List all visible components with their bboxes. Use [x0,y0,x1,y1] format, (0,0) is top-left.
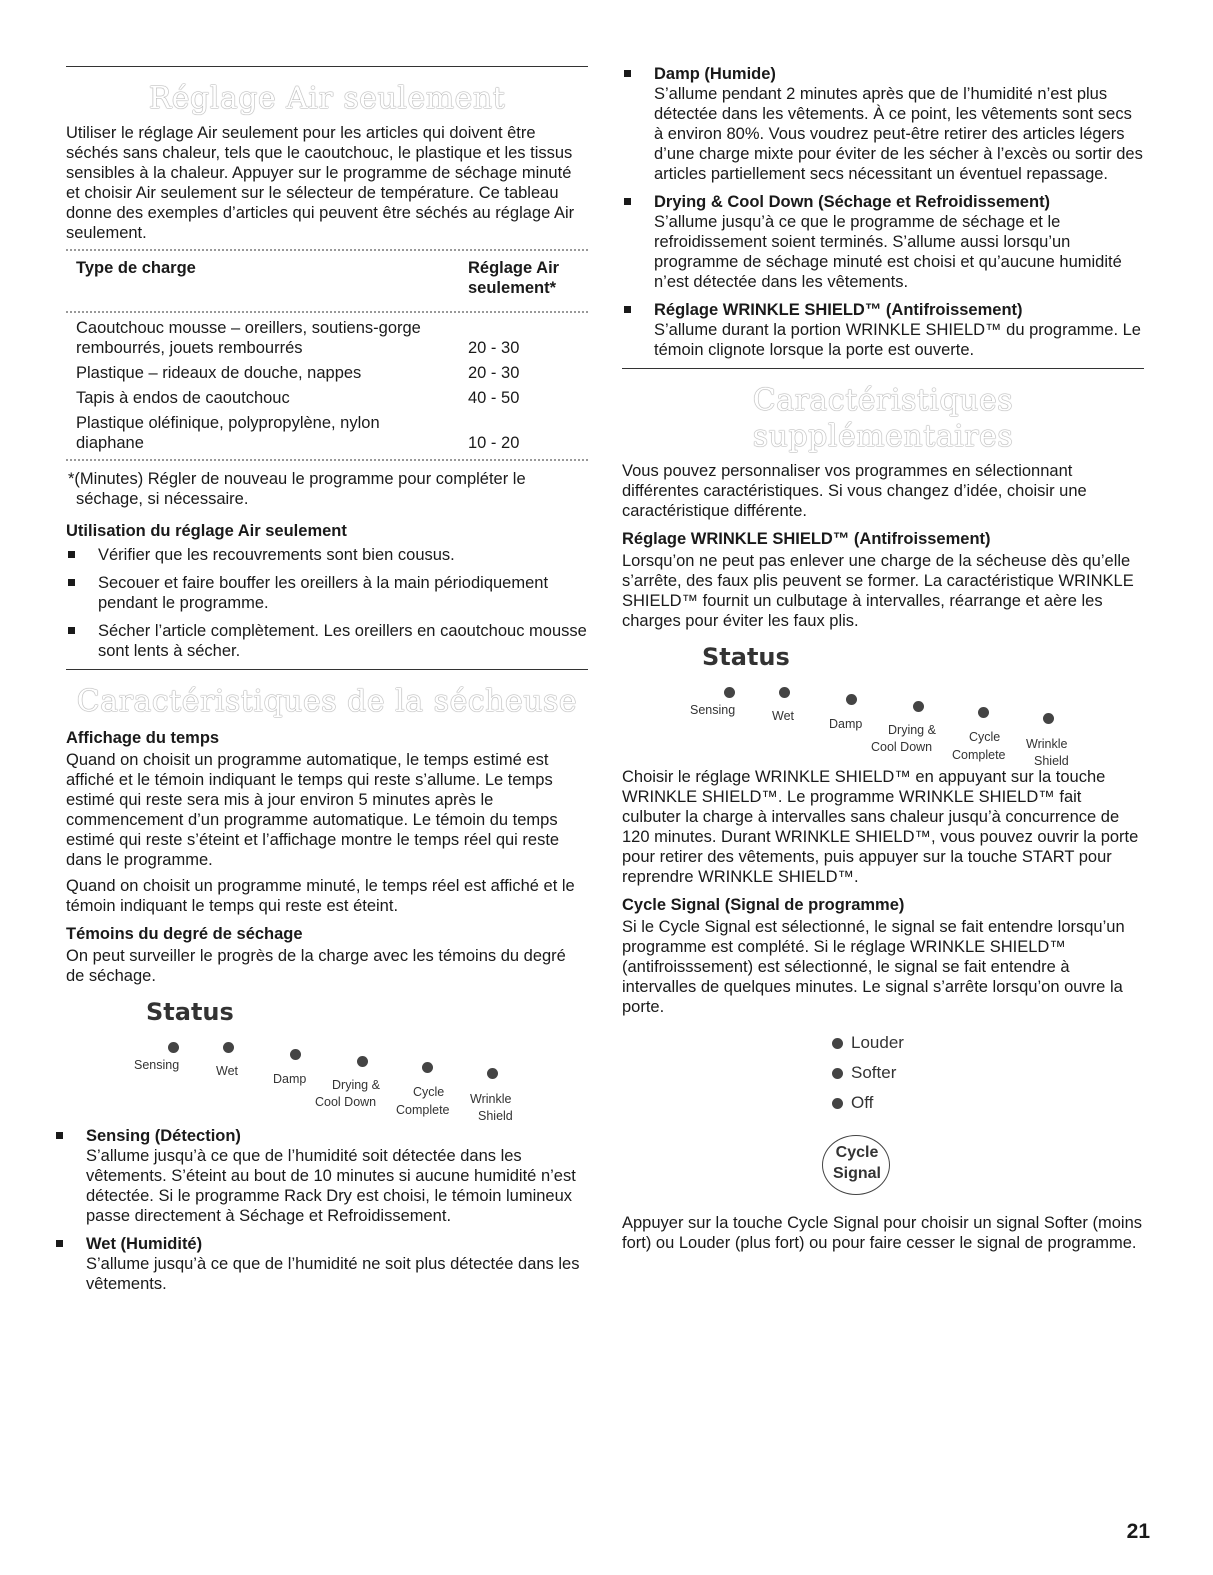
bullet-icon [68,579,75,586]
signal-option-louder: Louder [832,1033,904,1053]
dryer-features-title: Caractéristiques de la sécheuse [76,684,578,719]
table-row [66,411,588,456]
time-display-p1: Quand on choisit un programme automatique, le temps estimé est affiché et le témoin indiquant le temps qui reste s’allume. Le temps estimé qui reste sera mis à jour environ 5 minutes après le commencement d’un programme automatique. Le témoin du temps estimé qui reste s’éteint et l’affichage montre le temps réel qui reste dans le programme. [66,751,560,869]
bullet-icon [56,1132,63,1139]
bullet-icon [56,1240,63,1247]
usage-list [66,545,588,661]
stages-list-left [54,1126,588,1294]
complete-label: Complete [396,1103,450,1117]
wrinkle-label: Wrinkle [470,1092,512,1106]
drying-indicator-icon [357,1056,368,1067]
list-item: Sécher l’article complètement. Les oreillers en caoutchouc mousse sont lents à sécher. [66,621,588,661]
usage-heading: Utilisation du réglage Air seulement [66,522,347,540]
cycle-complete-indicator-icon [422,1062,433,1073]
status-panel-left [66,992,588,1122]
off-indicator-icon [832,1098,843,1109]
wrinkle-shield-p2: Choisir le réglage WRINKLE SHIELD™ en appuyant sur la touche WRINKLE SHIELD™. Le programme WRINKLE SHIELD™ fait culbuter la charge à intervalles sans chaleur jusqu’à concurrence de 120 minutes. Durant WRINKLE SHIELD™, vous pouvez ouvrir la porte pour retirer des vêtements, puis appuyer sur la touche START pour reprendre WRINKLE SHIELD™. [622,768,1139,886]
wet-indicator-icon [779,687,790,698]
left-column [66,0,588,1302]
bullet-icon [624,198,631,205]
section-rule [622,368,1144,369]
damp-indicator-icon [290,1049,301,1060]
list-item: Réglage WRINKLE SHIELD™ (Antifroissement) S’allume durant la portion WRINKLE SHIELD™ du programme. Le témoin clignote lorsque la porte est ouverte. [622,300,1144,360]
time-cell: 20 - 30 [468,339,520,357]
signal-option-softer: Softer [832,1063,896,1083]
drying-label: Drying & [888,723,936,737]
cycle-signal-p1: Si le Cycle Signal est sélectionné, le signal se fait entendre lorsqu’un programme est complété. Si le réglage WRINKLE SHIELD™ (antifroisssement) est sélectionné, le signal se fait entendre à intervalles de quelques minutes. Le signal s’arrête lorsqu’on ouvre la porte. [622,918,1125,1016]
cycle-signal-button[interactable] [822,1135,894,1197]
list-item: Secouer et faire bouffer les oreillers à la main périodiquement pendant le programme. [66,573,588,613]
wet-label: Wet [772,709,794,723]
wet-indicator-icon [223,1042,234,1053]
louder-indicator-icon [832,1038,843,1049]
list-item: Vérifier que les recouvrements sont bien cousus. [66,545,588,565]
extra-features-intro: Vous pouvez personnaliser vos programmes en sélectionnant différentes caractéristiques. Si vous changez d’idée, choisir une caractéristique différente. [622,462,1087,520]
sensing-indicator-icon [168,1042,179,1053]
cycle-label: Cycle [413,1085,445,1099]
table-top-rule [66,249,588,251]
load-cell: Plastique oléfinique, polypropylène, nylon diaphane [76,414,380,452]
table-row [66,361,588,386]
load-cell: Plastique – rideaux de douche, nappes [76,364,362,382]
bullet-icon [68,627,75,634]
wrinkle-shield-indicator-icon [1043,713,1054,724]
cycle-signal-heading: Cycle Signal (Signal de programme) [622,896,905,914]
time-display-heading: Affichage du temps [66,729,220,747]
list-item: Wet (Humidité) S’allume jusqu’à ce que de l’humidité ne soit plus détectée dans les vêtements. [54,1234,588,1294]
col-load-header: Type de charge [76,259,196,277]
list-item: Drying & Cool Down (Séchage et Refroidissement) S’allume jusqu’à ce que le programme de séchage et le refroidissement soient terminés. S’allume aussi lorsqu’un programme de séchage minuté est choisi et qu’aucune humidité n’est détectée dans les vêtements. [622,192,1144,292]
load-cell: Caoutchouc mousse – oreillers, soutiens-gorge rembourrés, jouets rembourrés [76,319,421,357]
cycle-signal-label-1: Cycle [835,1144,879,1161]
bullet-icon [624,70,631,77]
col-setting-header: Réglage Air seulement* [468,259,560,297]
signal-option-off: Off [832,1093,873,1113]
table-row [66,316,588,361]
time-cell: 20 - 30 [468,364,520,382]
dryness-heading: Témoins du degré de séchage [66,925,303,943]
damp-label: Damp [829,717,863,731]
time-display-p2: Quand on choisit un programme minuté, le temps réel est affiché et le témoin indiquant le temps qui reste est éteint. [66,877,575,915]
wrinkle-shield-p1: Lorsqu’on ne peut pas enlever une charge de la sécheuse dès qu’elle s’arrête, des faux plis peuvent se former. La caractéristique WRINKLE SHIELD™ fournit un culbutage à intervalles, réarrange et aère les charges pour éviter les faux plis. [622,552,1134,630]
wrinkle-shield-indicator-icon [487,1068,498,1079]
status-title: Status [702,643,790,671]
sensing-indicator-icon [724,687,735,698]
air-only-table-body [66,316,588,456]
wet-label: Wet [216,1064,238,1078]
air-only-title: Réglage Air seulement [148,81,506,116]
shield-label: Shield [1034,754,1069,768]
time-cell: 40 - 50 [468,389,520,407]
wrinkle-label: Wrinkle [1026,737,1068,751]
cycle-signal-panel [622,1023,1144,1213]
bullet-icon [624,306,631,313]
shield-label: Shield [478,1109,513,1123]
sensing-label: Sensing [690,703,736,717]
air-only-table [66,254,588,308]
sensing-label: Sensing [134,1058,180,1072]
extra-features-title: Caractéristiques supplémentaires [752,383,1014,454]
section-rule [66,669,588,670]
time-cell: 10 - 20 [468,434,520,452]
list-item: Damp (Humide) S’allume pendant 2 minutes après que de l’humidité n’est plus détectée dans les vêtements. À ce point, les vêtements sont secs à environ 80%. Vous voudrez peut-être retirer des articles légers d’une charge mixte pour éviter de les sécher à l’excès ou sortir des articles partiellement secs nécessitant un éventuel repassage. [622,64,1144,184]
damp-label: Damp [273,1072,307,1086]
status-title: Status [146,998,234,1026]
load-cell: Tapis à endos de caoutchouc [76,389,290,407]
softer-indicator-icon [832,1068,843,1079]
right-column [622,0,1144,1259]
section-rule [66,66,588,67]
table-header-rule [66,311,588,313]
table-note: *(Minutes) Régler de nouveau le programme pour compléter le séchage, si nécessaire. [68,470,526,508]
cycle-signal-label-2: Signal [832,1165,881,1182]
drying-label: Drying & [332,1078,380,1092]
stages-list-right [622,64,1144,360]
bullet-icon [68,551,75,558]
cooldown-label: Cool Down [871,740,933,754]
list-item: Sensing (Détection) S’allume jusqu’à ce que de l’humidité soit détectée dans les vêtements. S’éteint au bout de 10 minutes si aucune humidité n’est détectée. Si le programme Rack Dry est choisi, le témoin lumineux passe directement à Séchage et Refroidissement. [54,1126,588,1226]
page-number: 21 [1126,1520,1150,1543]
cycle-signal-p2: Appuyer sur la touche Cycle Signal pour choisir un signal Softer (moins fort) ou Louder (plus fort) ou pour faire cesser le signal de programme. [622,1214,1143,1252]
table-bottom-rule [66,459,588,461]
damp-indicator-icon [846,694,857,705]
complete-label: Complete [952,748,1006,762]
drying-indicator-icon [913,701,924,712]
cooldown-label: Cool Down [315,1095,377,1109]
air-only-intro: Utiliser le réglage Air seulement pour les articles qui doivent être séchés sans chaleur, tels que le caoutchouc, le plastique et les tissus sensibles à la chaleur. Appuyer sur le programme de séchage minuté et choisir Air seulement sur le sélecteur de température. Ce tableau donne des exemples d’articles qui peuvent être séchés au réglage Air seulement. [66,124,575,242]
cycle-label: Cycle [969,730,1001,744]
status-panel-right [622,637,1144,767]
cycle-complete-indicator-icon [978,707,989,718]
dryness-paragraph: On peut surveiller le progrès de la charge avec les témoins du degré de séchage. [66,947,566,985]
table-row [66,386,588,411]
wrinkle-shield-heading: Réglage WRINKLE SHIELD™ (Antifroissement) [622,530,991,548]
